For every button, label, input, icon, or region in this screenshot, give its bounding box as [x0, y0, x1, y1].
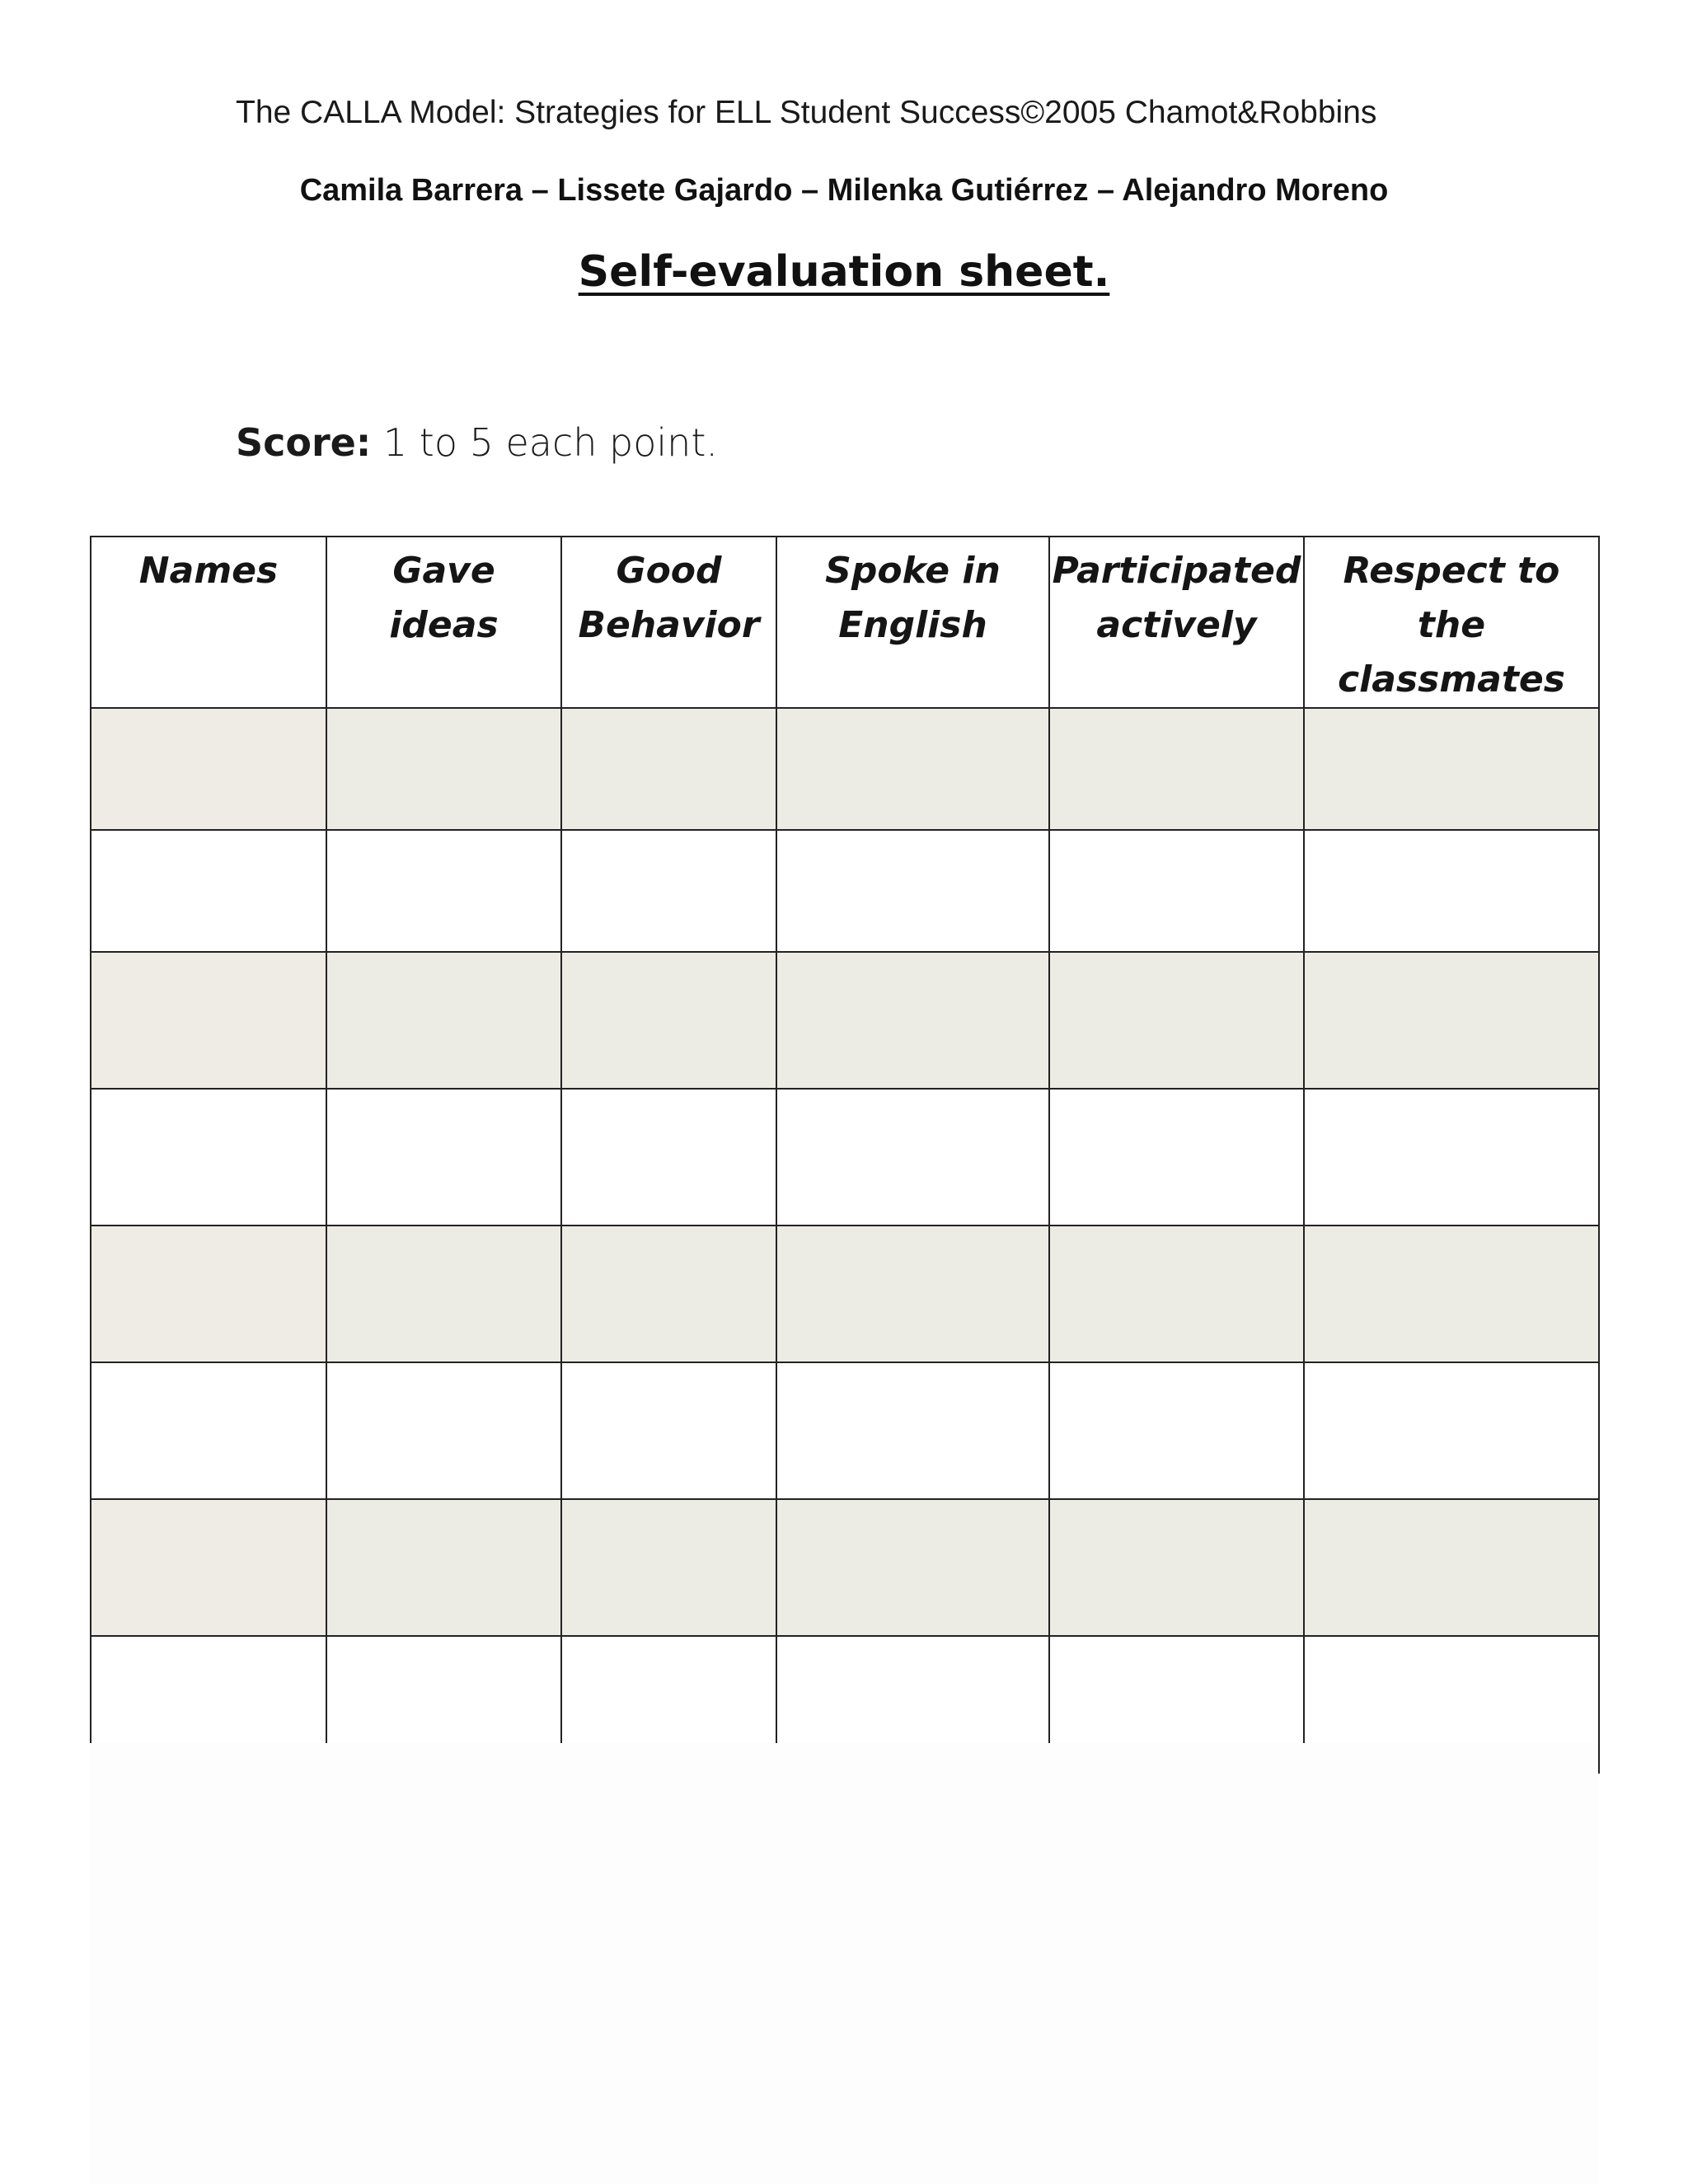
header-good-behavior-line2: Behavior [578, 604, 760, 646]
header-names [91, 537, 326, 708]
score-label: Score: [236, 420, 372, 465]
participated-cell[interactable] [1049, 1226, 1304, 1362]
header-participated [1049, 537, 1304, 708]
header-spoke-english-line1: Spoke in [825, 550, 1001, 592]
good-behavior-cell[interactable] [561, 1226, 776, 1362]
blank-page-area [90, 1743, 1598, 2184]
name-cell[interactable] [91, 952, 326, 1089]
gave-ideas-cell[interactable] [326, 1499, 561, 1636]
table-header-row [91, 537, 1599, 708]
gave-ideas-cell[interactable] [326, 1089, 561, 1226]
header-gave-ideas-line1: Gave [392, 550, 495, 592]
name-cell[interactable] [91, 1499, 326, 1636]
header-respect-line2: classmates [1338, 658, 1565, 701]
table-row [91, 1499, 1599, 1636]
respect-cell[interactable] [1304, 830, 1599, 952]
good-behavior-cell[interactable] [561, 830, 776, 952]
respect-cell[interactable] [1304, 952, 1599, 1089]
header-names-line1: Names [138, 550, 279, 592]
score-text: 1 to 5 each point. [371, 420, 718, 465]
table-row [91, 1089, 1599, 1226]
good-behavior-cell[interactable] [561, 1499, 776, 1636]
header-spoke-english-line2: English [838, 604, 987, 646]
respect-cell[interactable] [1304, 708, 1599, 830]
name-cell[interactable] [91, 1089, 326, 1226]
spoke-english-cell[interactable] [776, 952, 1049, 1089]
table-row [91, 1362, 1599, 1499]
table-row [91, 952, 1599, 1089]
participated-cell[interactable] [1049, 1089, 1304, 1226]
participated-cell[interactable] [1049, 708, 1304, 830]
header-good-behavior [561, 537, 776, 708]
participated-cell[interactable] [1049, 1362, 1304, 1499]
participated-cell[interactable] [1049, 1499, 1304, 1636]
respect-cell[interactable] [1304, 1089, 1599, 1226]
header-respect-line1: Respect to the [1343, 550, 1560, 646]
good-behavior-cell[interactable] [561, 1089, 776, 1226]
spoke-english-cell[interactable] [776, 708, 1049, 830]
spoke-english-cell[interactable] [776, 1089, 1049, 1226]
name-cell[interactable] [91, 830, 326, 952]
respect-cell[interactable] [1304, 1499, 1599, 1636]
authors-line: Camila Barrera – Lissete Gajardo – Milenka Gutiérrez – Alejandro Moreno [299, 173, 1389, 208]
table-row [91, 1226, 1599, 1362]
header-gave-ideas [326, 537, 561, 708]
header-respect [1304, 537, 1599, 708]
good-behavior-cell[interactable] [561, 708, 776, 830]
header-good-behavior-line1: Good [616, 550, 722, 592]
participated-cell[interactable] [1049, 952, 1304, 1089]
spoke-english-cell[interactable] [776, 1499, 1049, 1636]
table-row [91, 708, 1599, 830]
score-instruction [236, 420, 718, 465]
sheet-title: Self-evaluation sheet. [578, 247, 1110, 297]
gave-ideas-cell[interactable] [326, 830, 561, 952]
header-participated-line1: Participated [1052, 550, 1301, 592]
spoke-english-cell[interactable] [776, 830, 1049, 952]
name-cell[interactable] [91, 1226, 326, 1362]
self-evaluation-table [90, 536, 1600, 1774]
header-gave-ideas-line2: ideas [389, 604, 499, 646]
spoke-english-cell[interactable] [776, 1226, 1049, 1362]
header-spoke-english [776, 537, 1049, 708]
respect-cell[interactable] [1304, 1362, 1599, 1499]
participated-cell[interactable] [1049, 830, 1304, 952]
source-citation: The CALLA Model: Strategies for ELL Student Success©2005 Chamot&Robbins [236, 95, 1377, 130]
gave-ideas-cell[interactable] [326, 708, 561, 830]
spoke-english-cell[interactable] [776, 1362, 1049, 1499]
good-behavior-cell[interactable] [561, 952, 776, 1089]
good-behavior-cell[interactable] [561, 1362, 776, 1499]
table-row [91, 830, 1599, 952]
gave-ideas-cell[interactable] [326, 1226, 561, 1362]
header-participated-line2: actively [1096, 604, 1257, 646]
name-cell[interactable] [91, 708, 326, 830]
gave-ideas-cell[interactable] [326, 1362, 561, 1499]
name-cell[interactable] [91, 1362, 326, 1499]
respect-cell[interactable] [1304, 1226, 1599, 1362]
gave-ideas-cell[interactable] [326, 952, 561, 1089]
